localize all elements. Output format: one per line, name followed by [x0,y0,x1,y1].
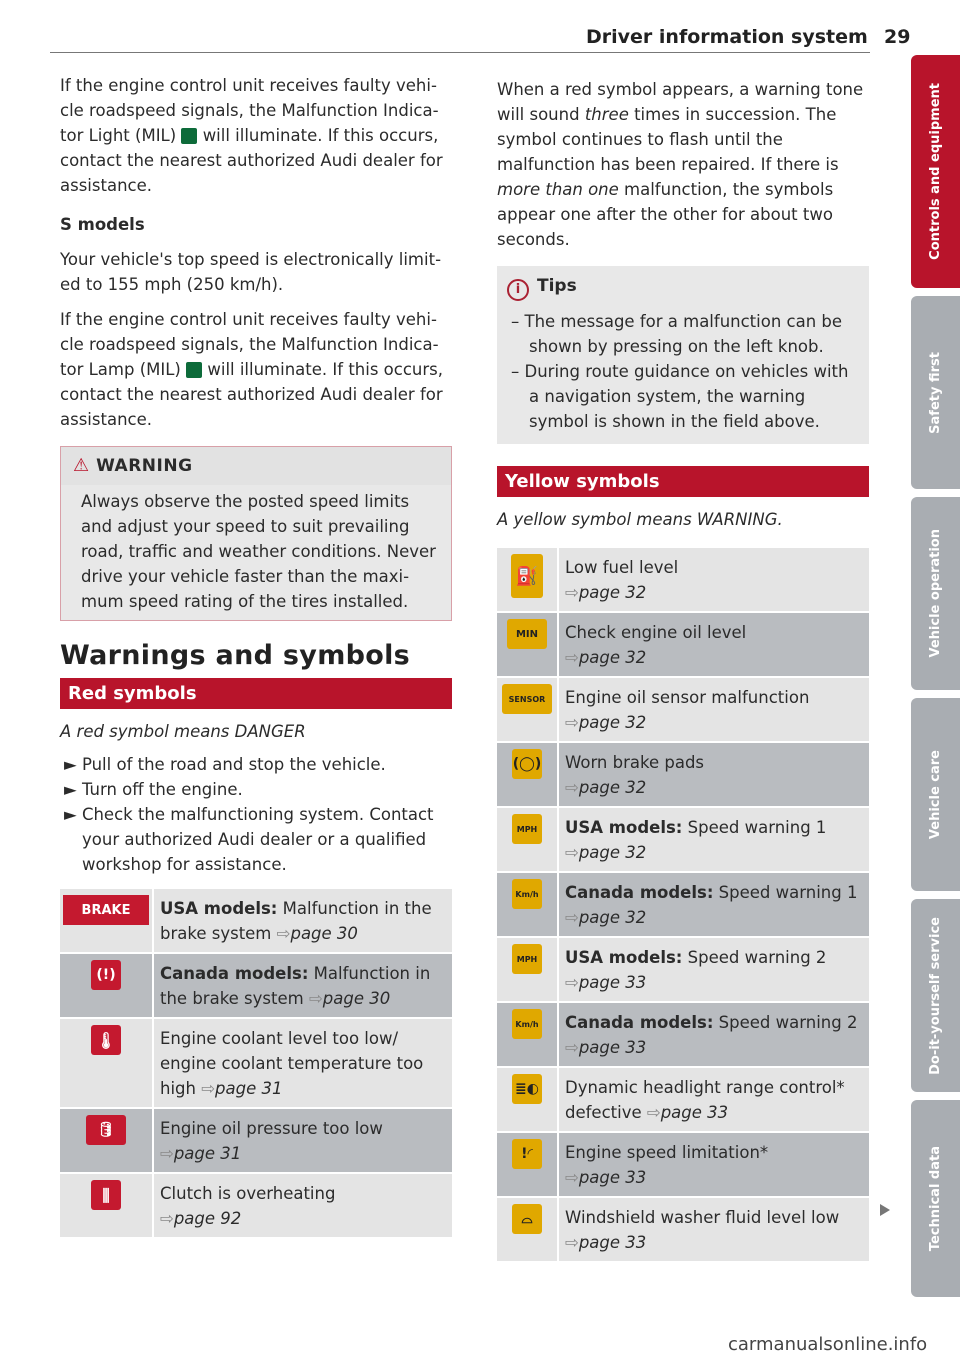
row-bold: Canada models: [160,964,309,983]
tab-vehicle-operation[interactable] [911,497,960,690]
tips-header [497,272,869,309]
tab-controls[interactable] [911,55,960,288]
kmh-1-icon: Km/h [512,879,542,909]
list-item: ► Check the malfunctioning system. Contact your authorized Audi dealer or a qualified workshop for assistance. [64,805,434,874]
row-text: Check engine oil level [565,623,747,642]
page-ref[interactable]: page 31 [215,1079,283,1098]
page-ref[interactable]: page 33 [578,1038,647,1057]
list-item: ► Pull of the road and stop the vehicle. [64,755,386,774]
tab-vehicle-care[interactable] [911,698,960,891]
row-text: Low fuel level [565,558,679,577]
engine-speed-icon: !◜ [512,1139,542,1169]
red-symbols-bar: Red symbols [60,678,452,709]
brake-pads-icon: (◯) [512,749,542,779]
row-text: Malfunction in the brake system [160,899,432,943]
mil-paragraph [60,73,452,198]
check-engine-icon [181,128,197,144]
yellow-symbols-bar: Yellow symbols [497,466,869,497]
table-row: !◜ Engine speed limitation* ⇨page 33 [497,1133,869,1198]
row-bold: USA models: [160,899,278,918]
row-text: Engine coolant level too low/ engine coolant temperature too high [160,1029,424,1098]
footer-watermark: carmanualsonline.info [728,1334,928,1355]
row-text: Malfunction in the brake system [160,964,431,1008]
engine-lamp-icon [186,362,202,378]
row-text: Engine oil sensor malfunction [565,688,810,707]
mil-lamp-paragraph [60,307,452,432]
red-meaning: A red symbol means DANGER [60,722,306,741]
table-row: Km/h Canada models: Speed warning 1 ⇨page 32 [497,873,869,938]
table-row: (!) Canada models: Malfunction in the brake system ⇨page 30 [60,954,452,1019]
page-ref[interactable]: page 32 [578,908,647,927]
page-ref[interactable]: page 33 [578,973,647,992]
fuel-pump-icon: ⛽ [511,554,543,598]
tip-text: The message for a malfunction can be shown by pressing on the left knob. [524,312,843,356]
right-column [497,77,869,1263]
headlight-range-icon: ≣◐ [512,1074,542,1104]
red-tone-paragraph [497,77,869,252]
page-ref[interactable]: page 30 [290,924,358,943]
row-text: Windshield washer fluid level low [565,1208,840,1227]
row-text: Speed warning 1 [713,883,858,902]
info-icon: i [507,279,529,301]
left-column [60,73,452,1239]
table-row: (◯) Worn brake pads ⇨page 32 [497,743,869,808]
tone-text-three: three [584,105,629,124]
row-text: Clutch is overheating [160,1184,336,1203]
tab-label: Safety first [928,351,943,434]
row-text: Engine speed limitation* [565,1143,769,1162]
page-ref[interactable]: page 33 [578,1168,647,1187]
page-ref[interactable]: page 32 [578,778,647,797]
page-number: 29 [884,26,911,48]
tone-text-a: When a red symbol appears, a warning tone will sound [497,80,864,124]
yellow-meaning: A yellow symbol means WARNING. [497,510,783,529]
yellow-symbols-table [497,548,869,1263]
tab-technical-data[interactable] [911,1100,960,1297]
page-ref[interactable]: page 32 [578,583,647,602]
mil-text-b: will illuminate. If this occurs, contact the nearest authorized Audi dealer for assistance. [60,126,443,195]
page-ref[interactable]: page 92 [173,1209,242,1228]
page-ref[interactable]: page 32 [578,843,647,862]
row-text: Speed warning 2 [713,1013,858,1032]
row-bold: USA models: [565,948,683,967]
warning-text: Always observe the posted speed limits and adjust your speed to suit prevailing road, traffic and weather conditions. Never drive your vehicle faster than the maximum speed rating of the tires installed. [61,485,451,620]
tab-label: Controls and equipment [928,83,943,260]
table-row: 🛢 Engine oil pressure too low ⇨page 31 [60,1109,452,1174]
row-bold: USA models: [565,818,683,837]
table-row: MIN Check engine oil level ⇨page 32 [497,613,869,678]
mph-1-icon: MPH [512,814,542,844]
row-text: Speed warning 2 [682,948,827,967]
list-item-text: Pull of the road and stop the vehicle. [81,755,386,774]
page-ref[interactable]: page 33 [660,1103,729,1122]
warning-header [61,447,451,485]
mil-lamp-text-a: If the engine control unit receives faulty vehicle roadspeed signals, the Malfunction Indicator Lamp (MIL) [60,310,439,379]
row-bold: Canada models: [565,1013,714,1032]
page-ref[interactable]: page 31 [173,1144,242,1163]
tip-text: During route guidance on vehicles with a navigation system, the warning symbol is shown in the field above. [524,362,849,431]
kmh-2-icon: Km/h [512,1009,542,1039]
page-ref[interactable]: page 32 [578,713,647,732]
tab-label: Vehicle operation [928,529,943,658]
tone-text-b: times in succession. The symbol continues to flash until the malfunction has been repaired. If there is [497,105,839,174]
continue-arrow-icon [880,1204,890,1216]
tab-label: Vehicle care [928,749,943,840]
tab-label: Do-it-yourself service [928,916,943,1075]
brake-text-icon: BRAKE [63,895,149,925]
table-row: ⛽ Low fuel level ⇨page 32 [497,548,869,613]
page-ref[interactable]: page 30 [322,989,391,1008]
action-list [60,752,452,877]
oil-can-icon: 🛢 [86,1115,126,1145]
tab-safety[interactable] [911,296,960,489]
table-row: SENSOR Engine oil sensor malfunction ⇨page 32 [497,678,869,743]
header-title: Driver information system [586,26,868,48]
section-heading: Warnings and symbols [60,640,411,671]
list-item-text: Check the malfunctioning system. Contact your authorized Audi dealer or a qualified workshop for assistance. [81,805,434,874]
warning-triangle-icon: ⚠ [73,455,90,476]
row-text: Worn brake pads [565,753,705,772]
top-speed-paragraph: Your vehicle's top speed is electronically limited to 155 mph (250 km/h). [60,250,442,294]
list-item: – The message for a malfunction can be shown by pressing on the left knob. [511,312,843,356]
red-symbols-table [60,889,452,1239]
table-row: ≣◐ Dynamic headlight range control* defective ⇨page 33 [497,1068,869,1133]
oil-min-icon: MIN [507,619,547,649]
page-ref[interactable]: page 32 [578,648,647,667]
brake-circle-icon: (!) [91,960,121,990]
table-row: MPH USA models: Speed warning 1 ⇨page 32 [497,808,869,873]
list-item: – During route guidance on vehicles with a navigation system, the warning symbol is shown in the field above. [511,362,849,431]
s-models-heading: S models [60,215,145,234]
coolant-icon: 🌡 [91,1025,121,1055]
mph-2-icon: MPH [512,944,542,974]
tone-text-c: malfunction, the symbols appear one after the other for about two seconds. [497,180,834,249]
warning-box [60,446,452,621]
table-row: Km/h Canada models: Speed warning 2 ⇨page 33 [497,1003,869,1068]
clutch-icon: ⫼ [91,1180,121,1210]
tab-label: Technical data [928,1145,943,1252]
row-bold: Canada models: [565,883,714,902]
header-rule [50,52,870,53]
row-text: Dynamic headlight range control* defective [565,1078,845,1122]
tone-text-more: more than one [497,180,619,199]
washer-fluid-icon: ⌓ [512,1204,542,1234]
tips-list [497,309,869,434]
table-row: 🌡 Engine coolant level too low/ engine coolant temperature too high ⇨page 31 [60,1019,452,1109]
list-item-text: Turn off the engine. [81,780,243,799]
row-text: Speed warning 1 [682,818,827,837]
tips-box [497,266,869,444]
page-ref[interactable]: page 33 [578,1233,647,1252]
oil-sensor-icon: SENSOR [502,684,552,714]
warning-label: WARNING [96,456,193,476]
tips-label: Tips [537,276,577,296]
table-row: BRAKE USA models: Malfunction in the brake system ⇨page 30 [60,889,452,954]
table-row: ⌓ Windshield washer fluid level low ⇨page 33 [497,1198,869,1263]
mil-lamp-text-b: will illuminate. If this occurs, contact the nearest authorized Audi dealer for assistance. [60,360,443,429]
list-item: ► Turn off the engine. [64,780,243,799]
row-text: Engine oil pressure too low [160,1119,383,1138]
tab-diy-service[interactable] [911,899,960,1092]
mil-text-a: If the engine control unit receives faulty vehicle roadspeed signals, the Malfunction Indicator Light (MIL) [60,76,439,145]
table-row: MPH USA models: Speed warning 2 ⇨page 33 [497,938,869,1003]
table-row: ⫼ Clutch is overheating ⇨page 92 [60,1174,452,1239]
